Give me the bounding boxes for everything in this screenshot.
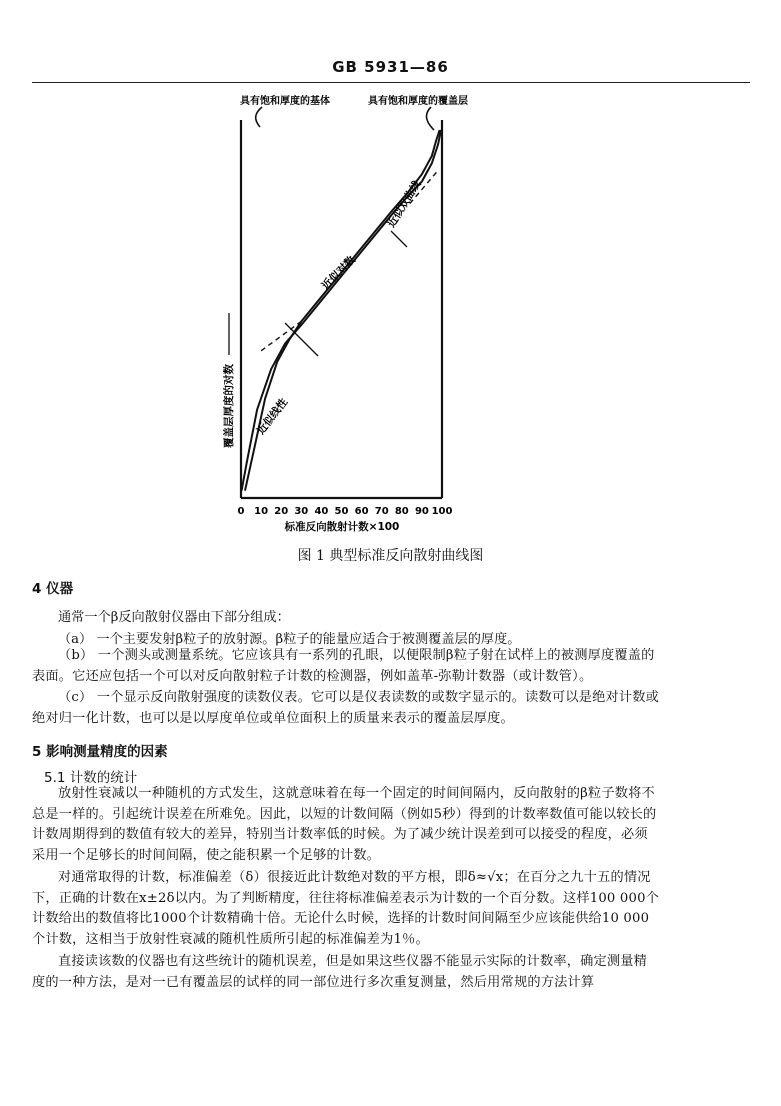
x-tick-labels [238, 506, 453, 517]
top-label-substrate: 具有饱和厚度的基体 [240, 96, 330, 107]
section-4-intro: 通常一个β反向散射仪器由下部分组成： [58, 610, 290, 625]
section-4-item-c: （c） 一个显示反向散射强度的读数仪表。它可以是仪表读数的或数字显示的。读数可以是绝对计数或绝对归一化计数，也可以是以厚度单位或单位面积上的质量来表示的覆盖层厚度。 [32, 690, 660, 726]
backscatter-curve-figure [0, 90, 781, 540]
x-tick-label: 60 [354, 506, 369, 517]
top-label-coating: 具有饱和厚度的覆盖层 [368, 96, 468, 107]
x-tick-label: 50 [334, 506, 349, 517]
x-tick-label: 90 [414, 506, 429, 517]
x-tick-label: 30 [294, 506, 309, 517]
x-tick-label: 0 [237, 506, 245, 517]
section-4-title: 4 仪器 [32, 581, 74, 597]
x-axis-title: 标准反向散射计数×100 [284, 521, 400, 533]
x-tick-label: 80 [394, 506, 409, 517]
x-tick-label: 40 [314, 506, 329, 517]
separator-mark-upper [391, 231, 407, 247]
section-5-1-para-2: 对通常取得的计数，标准偏差（δ）很接近此计数绝对数的平方根，即δ≈√x；在百分之九十五的情况下，正确的计数在x±2δ以内。为了判断精度，往往将标准偏差表示为计数的一个百分数。这样100 000个计数给出的数值将比1000个计数精确十倍。无论什么时候，选择的计数时间间隔至少应该能供给10 000个计数，这相当于放射性衰减的随机性质所引起的标准偏差为1％。 [32, 870, 660, 947]
x-tick-label: 100 [431, 506, 453, 517]
x-tick-label: 10 [254, 506, 269, 517]
section-5-1-para-1: 放射性衰减以一种随机的方式发生，这就意味着在每一个固定的时间间隔内，反向散射的β粒子数将不总是一样的。引起统计误差在所难免。因此，以短的计数间隔（例如5秒）得到的计数率数值可能以较长的计数周期得到的数值有较大的差异，特别当计数率低的时候。为了减少统计误差到可以接受的程度，必须采用一个足够长的时间间隔，使之能积累一个足够的计数。 [32, 786, 657, 863]
page-header: GB 5931—86 [332, 58, 449, 76]
section-4-item-b: （b） 一个测头或测量系统。它应该具有一系列的孔眼，以便限制β粒子射在试样上的被测厚度覆盖的表面。它还应包括一个可以对反向散射粒子计数的检测器，例如盖革-弥勒计数器（或计数管）。 [32, 648, 655, 684]
region-label-log: 近似对数 [319, 253, 358, 293]
header-rule [32, 82, 750, 83]
asymptote-dashed-line-2 [261, 321, 301, 350]
section-5-title: 5 影响测量精度的因素 [32, 744, 168, 760]
x-tick-label: 20 [274, 506, 289, 517]
y-axis-label: 覆盖层厚度的对数 [223, 364, 235, 448]
left-bracket-mark [256, 107, 262, 127]
section-5-1-title: 5.1 计数的统计 [44, 770, 138, 786]
section-5-1-para-3: 直接读该数的仪器也有这些统计的随机误差，但是如果这些仪器不能显示实际的计数率，确定测量精度的一种方法，是对一已有覆盖层的试样的同一部位进行多次重复测量，然后用常规的方法计算 [32, 954, 648, 990]
x-tick-label: 70 [374, 506, 389, 517]
region-label-linear: 近似线性 [254, 396, 291, 437]
right-bracket-mark [426, 107, 434, 130]
region-label-hyperbolic: 近似双曲线 [385, 178, 424, 230]
section-4-item-a: （a） 一个主要发射β粒子的放射源。β粒子的能量应适合于被测覆盖层的厚度。 [58, 632, 521, 647]
figure-caption: 图 1 典型标准反向散射曲线图 [297, 548, 484, 564]
